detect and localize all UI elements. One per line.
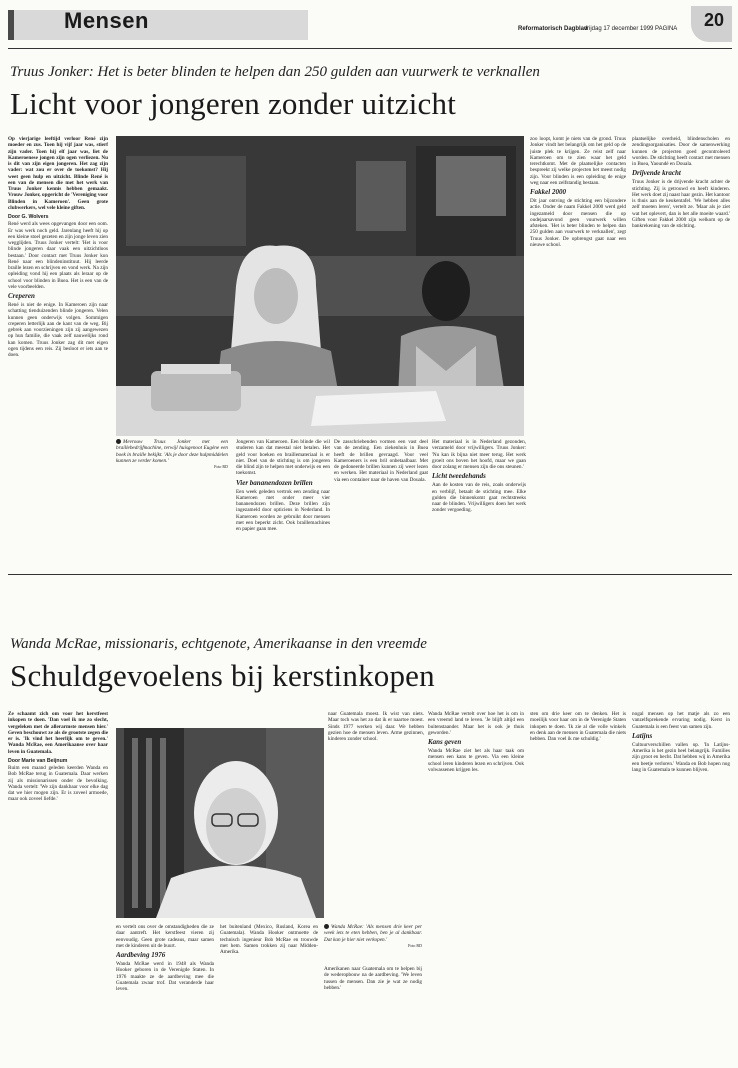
article2-photo [116, 728, 324, 918]
article1-column-6: zoo loopt, komt je niets van de grond. Truus Jonker vindt het belangrijk om het geld op de juiste plek te krijgen. Ze reist zelf naar Kameroen om te zien waar het geld terechtkomt. Met de plaatselijke contacten bespreekt zij welke projecten het meest nodig zijn. Voor blinden is een opleiding de enige weg naar een zelfstandig bestaan. Fakkel 2000 Dit jaar ontving de stichting een bijzondere actie. Onder de naam Fakkel 2000 werd geld ingezameld door mensen die op oudejaarsavond geen vuurwerk willen afsteken. 'Het is beter blinden te helpen dan 250 gulden aan vuurwerk te verknallen', zegt Truus Jonker. De opbrengst gaat naar een nieuwe school. [530, 136, 626, 248]
article1-column-4: De zasschriebenden vormen een vast deel van de zending. Een ziekenhuis in Buea heeft de brillen gevraagd. Voor veel Kameroeners is een bril onbetaalbaar. Met de gedoneerde brillen kunnen zij weer lezen en werken. Het materiaal in Nederland gaat via een container naar de haven van Douala. [334, 439, 428, 483]
article2-column-5: Amerikanen naar Guatemala om te helpen bij de wederopbouw na de aardbeving. 'We leven tussen de mensen. Dan zie je wat ze nodig hebben.' [324, 966, 422, 991]
caption-bullet-icon [324, 924, 329, 929]
article2-column-7: sten om drie keer om te denken. Het is moeilijk voor haar om in de Verenigde Staten inkopen te doen. 'Ik zie al die volle winkels en denk aan de mensen in Guatemala die niets hebben. Dan voel ik me schuldig.' [530, 711, 626, 742]
article2-column-8: nogal mensen op het matje als zo een vanzelfsprekende ervaring nodig. Kerst in Guatemala is een feest van samen zijn. Latijns Cultuurverschillen vallen op. 'In Latijns-Amerika is het gezin heel belangrijk. Families zijn groot en hecht. Dat hebben wij in Amerika een beetje verloren.' Wanda en Bob hopen nog lang in Guatemala te kunnen blijven. [632, 711, 730, 773]
section-tab [8, 10, 308, 40]
article2-photo-credit: Foto RD [408, 942, 422, 948]
article1-subhead-licht: Licht tweedehands [432, 472, 486, 481]
article2-subhead-kans: Kans geven [428, 738, 462, 746]
article1-text-1: René werd als wees opgevangen door een oom. Er was werk noch geld. Jarenlang heeft hij op een kleine stoel gezeten en zijn jonge leven zien wegglijden. Truus Jonker vertelt: 'Het is voor blinde jongeren daar vaak een uitzichtloos bestaan.' Door contact met Truus Jonker kon René naar een blindeninstituut. Hij leerde braille lezen en schrijven en vond werk. Na zijn opleiding vond hij een plaats als leraar op de school voor blinden in Buea. Het is een van de vele voorbeelden. [8, 221, 108, 290]
article2-photo-caption: Wanda McRae: 'Als mensen drie keer per week iets te eten hebben, ben je al dankbaar. Dat kan je hier niet verkopen.' Foto RD [324, 924, 422, 948]
article1-kicker: Truus Jonker: Het is beter blinden te helpen dan 250 gulden aan vuurwerk te verknallen [10, 64, 540, 80]
article1-column-5: Het materiaal is in Nederland gezonden, verzameld door vrijwilligers. Truus Jonker: 'Nu kan ik bijna niet meer terug. Het werk groeit ons boven het hoofd, maar we gaan door zolang er mensen zijn die ons steunen.' Licht tweedehands Aan de kosten van de reis, zoals onderwijs en verblijf, betaalt de stichting mee. Elke gulden die binnenkomt gaat rechtstreeks naar de blinden. Vrijwilligers doen het werk zonder vergoeding. [432, 439, 526, 514]
article2-column-4: naar Guatemala moest. Ik wist van niets. Maar toch was het zo dat ik er naartoe moest. Sinds 1977 werken wij daar. We hebben gezien hoe de mensen leven. Arme gezinnen, kinderen zonder school. [328, 711, 424, 742]
article1-photo-credit: Foto RD [214, 464, 228, 469]
article2-column-2: en vertelt ons over de omstandigheden die ze daar aantreft. Het kerstfeest vieren zij eenvoudig. Geen grote cadeaus, maar samen met de kinderen uit de buurt. Aardbeving 1976 Wanda McRae werd in 1948 als Wanda Hooker geboren in de Verenigde Staten. In 1976 maakte ze de aardbeving mee die Guatemala zwaar trof. Dat veranderde haar leven. [116, 924, 214, 992]
article1-photo-caption: Mevrouw Truus Jonker met een braillebedrijfmachine, terwijl huisgenoot Eugène een boek in braille bekijkt. 'Als je door deze hulpmiddelen kunnen ze verder komen.' Foto RD [116, 439, 228, 469]
article1-headline: Licht voor jongeren zonder uitzicht [10, 86, 457, 121]
header-rule [8, 48, 732, 49]
article1-column-7: plaatselijke overheid, blindenscholen en zendingsorganisaties. Door de samenwerking kunnen de projecten goed gecontroleerd worden. De stichting heeft contact met mensen in Buea, Yaoundé en Douala. Drijvende kracht Truus Jonker is de drijvende kracht achter de stichting. Zij is getrouwd en heeft kinderen. Het werk doet zij naast haar gezin. Het kantoor is thuis aan de keukentafel. 'We hebben alles zelf moeten leren', vertelt ze. 'Maar als je ziet wat het oplevert, dan is het alle moeite waard.' Giften voor Fakkel 2000 zijn welkom op de bankrekening van de stichting. [632, 136, 730, 229]
article2-byline: Door Marie van Beijnum [8, 757, 68, 764]
article2-kicker: Wanda McRae, missionaris, echtgenote, Amerikaanse in den vreemde [10, 636, 427, 652]
page-number: 20 [704, 10, 725, 30]
section-title: Mensen [64, 8, 149, 33]
article-divider [8, 574, 732, 575]
page-header [8, 6, 732, 46]
publication-name: Reformatorisch Dagblad [518, 26, 588, 32]
article2-subhead-latijns: Latijns [632, 731, 653, 740]
article2-subhead-aardbeving: Aardbeving 1976 [116, 951, 166, 959]
issue-date: vrijdag 17 december 1999 PAGINA [584, 26, 678, 32]
article2-column-1: Ze schaamt zich om voor het kerstfeest inkopen te doen. 'Dan voel ik me zo slecht, vergeleken met de allerarmste mensen hier.' Geven beschouwt ze als de grootste zegen die er is. 'Ik vind het heerlijk om te geven.' Wanda McRae, een Amerikaanse over haar leven in Guatemala. Door Marie van Beijnum Ruim een maand geleden keerden Wanda en Bob McRae terug in Guatemala. Daar werken zij als missionarissen onder de bevolking. Wanda vertelt: 'We zijn dankbaar voor elke dag dat we hier mogen zijn. Er is zoveel armoede, maar ook zoveel liefde.' [8, 711, 108, 803]
article1-photo [116, 136, 524, 436]
article1-column-1 [8, 136, 108, 566]
article2-column-6: Wanda McRae vertelt over hoe het is om in een vreemd land te leven. 'Je blijft altijd een buitenstaander. Maar het is ook je thuis geworden.' Kans geven Wanda McRae ziet het als haar taak om mensen een kans te geven. Via een kleine school leren kinderen lezen en schrijven. Ook volwassenen krijgen les. [428, 711, 524, 773]
article1-byline: Door G. Wolvers [8, 214, 49, 220]
article1-lead: Op vierjarige leeftijd verloor René zijn moeder en zus. Toen hij vijf jaar was, stierf zijn vader. Toen hij elf jaar was, liet de Kameroenese jongen zijn ogen verliezen. Nu is dit van zijn eigen jongeren. Het zag zijn vader: wat zou er over de toekomst? Hij weet geen hulp en uitzicht. Blinde René is een van de mensen die met het werk van Truus Jonker kennis hebben gemaakt. Vrouw Jonker, opgericht de 'Vereniging voor Blinden in Kameroen'. Geen grote clubwerkers, wel vele kleine giften. [8, 136, 108, 211]
article2-lead: Ze schaamt zich om voor het kerstfeest inkopen te doen. 'Dan voel ik me zo slecht, vergeleken met de allerarmste mensen hier.' Geven beschouwt ze als de grootste zegen die er is. 'Ik vind het heerlijk om te geven.' Wanda McRae, een Amerikaanse over haar leven in Guatemala. [8, 711, 108, 755]
article1-subhead-brillen: Vier bananendozen brillen [236, 478, 313, 487]
article1-subhead-fakkel: Fakkel 2000 [530, 188, 566, 196]
caption-bullet-icon [116, 439, 121, 444]
article1-subhead-kracht: Drijvende kracht [632, 169, 681, 178]
article1-text-1b: René is niet de enige. In Kameroen zijn naar schatting tienduizenden blinde jongeren. Velen kunnen geen onderwijs volgen. Sommigen creperen letterlijk aan de kant van de weg. Bij gebrek aan voorzieningen zijn zij aangewezen op hun familie, die vaak zelf nauwelijks rond kan komen. Truus Jonker zag dit met eigen ogen tijdens een reis. Zij besloot er iets aan te doen. [8, 302, 108, 358]
article1-subhead-creperen: Creperen [8, 292, 35, 300]
article2-column-3: het buitenland (Mexico, Rusland, Korea en Guatemala). Wanda Hooker ontmoette de technisch ingenieur Bob McRae en trouwde met hem. Samen trokken zij naar Midden-Amerika. [220, 924, 318, 955]
newspaper-page [8, 6, 732, 1062]
photo-wanda-mcrae [116, 728, 324, 918]
article2-headline: Schuldgevoelens bij kerstinkopen [10, 658, 435, 693]
article1-column-3: Jongeren van Kameroen. Een blinde die wil studeren kan dat meestal niet betalen. Het geld voor boeken en braillemateriaal is er niet. Doel van de stichting is om jongeren die blind zijn te helpen met onderwijs en een toekomst. Vier bananendozen brillen Een week geleden vertrok een zending naar Kameroen met onder meer vier bananendozen brillen. Deze brillen zijn ingezameld door opticiens in Nederland. In Kameroen worden ze gebruikt door mensen met een beperkt zicht. Ook braillemachines en papier gaan mee. [236, 439, 330, 532]
photo-truus-jonker-and-eugene [116, 136, 524, 436]
